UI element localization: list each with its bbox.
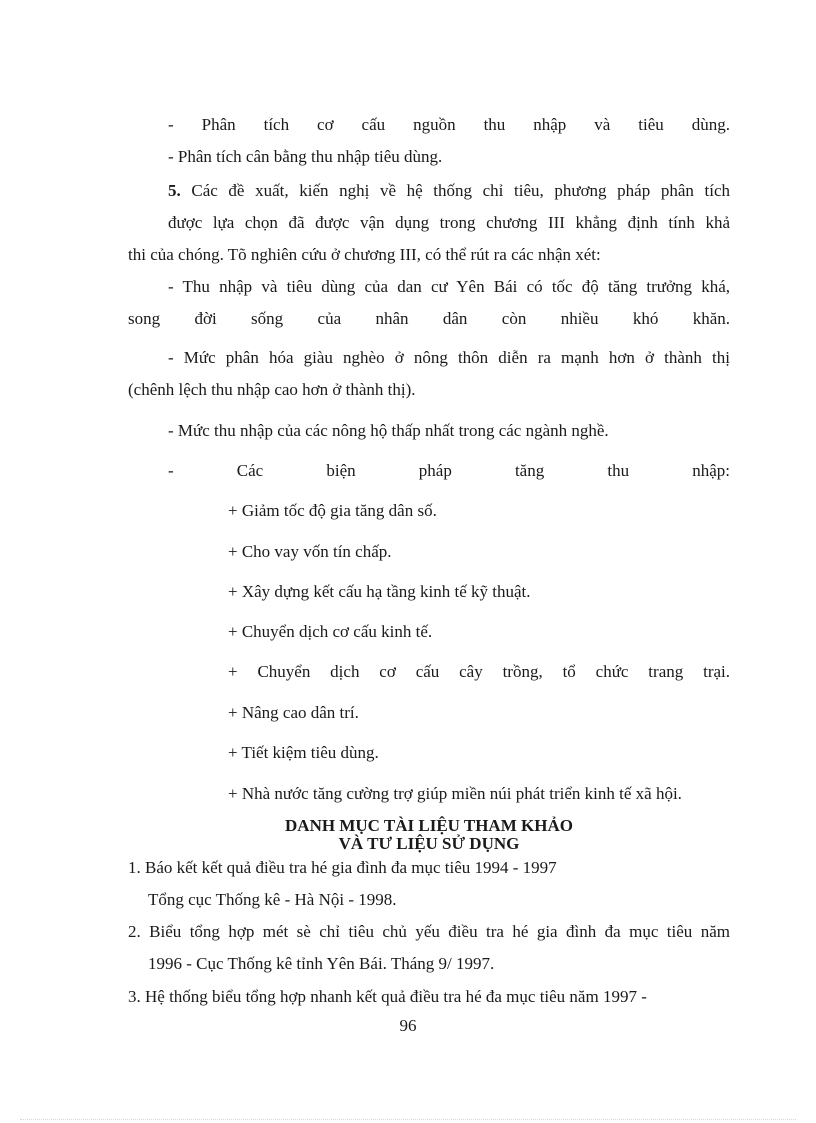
- page-bottom-divider: [20, 1119, 796, 1120]
- item-5-line-1: [168, 180, 730, 202]
- measure-item: + Nâng cao dân trí.: [228, 703, 359, 722]
- wealth-gap-line-2: (chênh lệch thu nhập cao hơn ở thành thị).: [128, 380, 416, 399]
- measure-item: + Giảm tốc độ gia tăng dân số.: [228, 501, 437, 520]
- bullet-analysis-balance: - Phân tích cân bằng thu nhập tiêu dùng.: [168, 147, 443, 166]
- item-5-number: 5.: [168, 181, 181, 200]
- reference-2-line-1: 2. Biểu tổng hợp mét sè chỉ tiêu chủ yếu điều tra hé gia đình đa mục tiêu năm: [128, 922, 730, 941]
- item-5-text: Các đề xuất, kiến nghị về hệ thống chỉ tiêu, phương pháp phân tích: [191, 181, 730, 200]
- lowest-income-line: - Mức thu nhập của các nông hộ thấp nhất trong các ngành nghề.: [168, 421, 609, 440]
- reference-1-line-2: Tổng cục Thống kê - Hà Nội - 1998.: [148, 890, 397, 909]
- references-title-line-2: VÀ TƯ LIỆU SỬ DỤNG: [338, 834, 520, 853]
- reference-3-line-1: 3. Hệ thống biểu tổng hợp nhanh kết quả điều tra hé đa mục tiêu năm 1997 -: [128, 987, 647, 1006]
- item-5-line-3: thi của chóng. Tõ nghiên cứu ở chương III, có thể rút ra các nhận xét:: [128, 245, 601, 264]
- measure-item: + Xây dựng kết cấu hạ tầng kinh tế kỹ thuật.: [228, 582, 531, 601]
- wealth-gap-line-1: - Mức phân hóa giàu nghèo ở nông thôn diễn ra mạnh hơn ở thành thị: [168, 348, 730, 367]
- measures-heading: - Các biện pháp tăng thu nhập:: [168, 461, 730, 480]
- page-number: 96: [399, 1016, 417, 1035]
- measure-item: + Cho vay vốn tín chấp.: [228, 542, 392, 561]
- reference-1-line-1: 1. Báo kết kết quả điều tra hé gia đình đa mục tiêu 1994 - 1997: [128, 858, 557, 877]
- measure-item: + Nhà nước tăng cường trợ giúp miền núi phát triển kinh tế xã hội.: [228, 784, 682, 803]
- item-5-line-2: được lựa chọn đã được vận dụng trong chương III khẳng định tính khả: [168, 213, 730, 232]
- measure-item: + Chuyển dịch cơ cấu kinh tế.: [228, 622, 433, 641]
- income-growth-line-2: song đời sống của nhân dân còn nhiều khó khăn.: [128, 309, 730, 328]
- reference-2-line-2: 1996 - Cục Thống kê tỉnh Yên Bái. Tháng 9/ 1997.: [148, 954, 495, 973]
- measure-item: + Tiết kiệm tiêu dùng.: [228, 743, 379, 762]
- bullet-analysis-structure: - Phân tích cơ cấu nguồn thu nhập và tiêu dùng.: [168, 115, 730, 134]
- measure-item: + Chuyển dịch cơ cấu cây trồng, tổ chức trang trại.: [228, 662, 730, 681]
- references-title-line-1: DANH MỤC TÀI LIỆU THAM KHẢO: [285, 816, 573, 835]
- income-growth-line-1: - Thu nhập và tiêu dùng của dan cư Yên Bái có tốc độ tăng trưởng khá,: [168, 277, 730, 296]
